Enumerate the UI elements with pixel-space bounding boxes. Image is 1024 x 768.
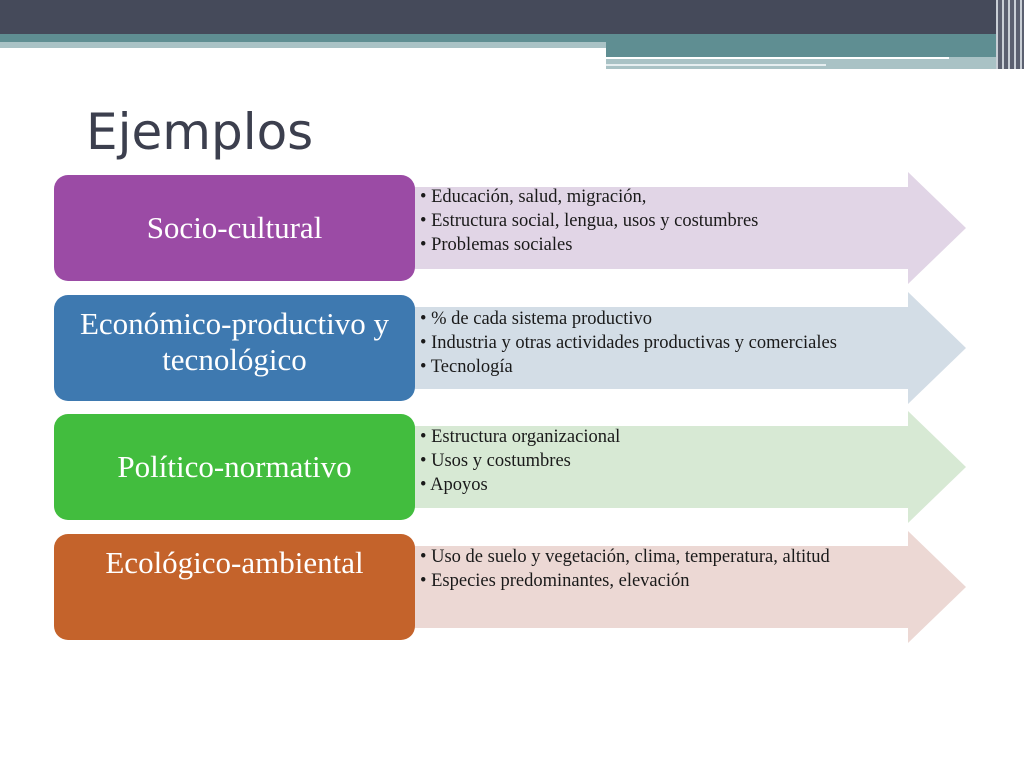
slide-title: Ejemplos <box>86 103 314 161</box>
top-band-right <box>606 42 1024 57</box>
category-label: Socio-cultural <box>146 210 323 246</box>
bullet-item: • % de cada sistema productivo <box>420 307 940 331</box>
bullet-item: • Especies predominantes, elevación <box>420 569 940 593</box>
bullet-item: • Problemas sociales <box>420 233 940 257</box>
bullet-item: • Tecnología <box>420 355 940 379</box>
top-bar <box>0 0 1024 34</box>
decor-line <box>606 64 826 66</box>
top-band-light <box>0 42 606 48</box>
corner-stripes <box>996 0 1024 69</box>
bullet-item: • Estructura organizacional <box>420 425 940 449</box>
bullet-item: • Uso de suelo y vegetación, clima, temperatura, altitud <box>420 545 940 569</box>
bullet-list <box>420 425 940 497</box>
category-label: Político-normativo <box>117 449 352 485</box>
category-box <box>54 414 415 520</box>
category-label: Ecológico-ambiental <box>105 545 364 580</box>
bullet-item: • Educación, salud, migración, <box>420 185 940 209</box>
top-band <box>0 34 1024 42</box>
bullet-item: • Industria y otras actividades productivas y comerciales <box>420 331 940 355</box>
category-label: Económico-productivo y tecnológico <box>79 306 390 377</box>
bullet-item: • Usos y costumbres <box>420 449 940 473</box>
bullet-item: • Estructura social, lengua, usos y costumbres <box>420 209 940 233</box>
category-box <box>54 534 415 640</box>
bullet-list <box>420 307 940 379</box>
bullet-list <box>420 185 940 257</box>
bullet-item: • Apoyos <box>420 473 940 497</box>
category-box <box>54 175 415 281</box>
decor-line <box>606 57 949 59</box>
category-box <box>54 295 415 401</box>
bullet-list <box>420 545 940 593</box>
